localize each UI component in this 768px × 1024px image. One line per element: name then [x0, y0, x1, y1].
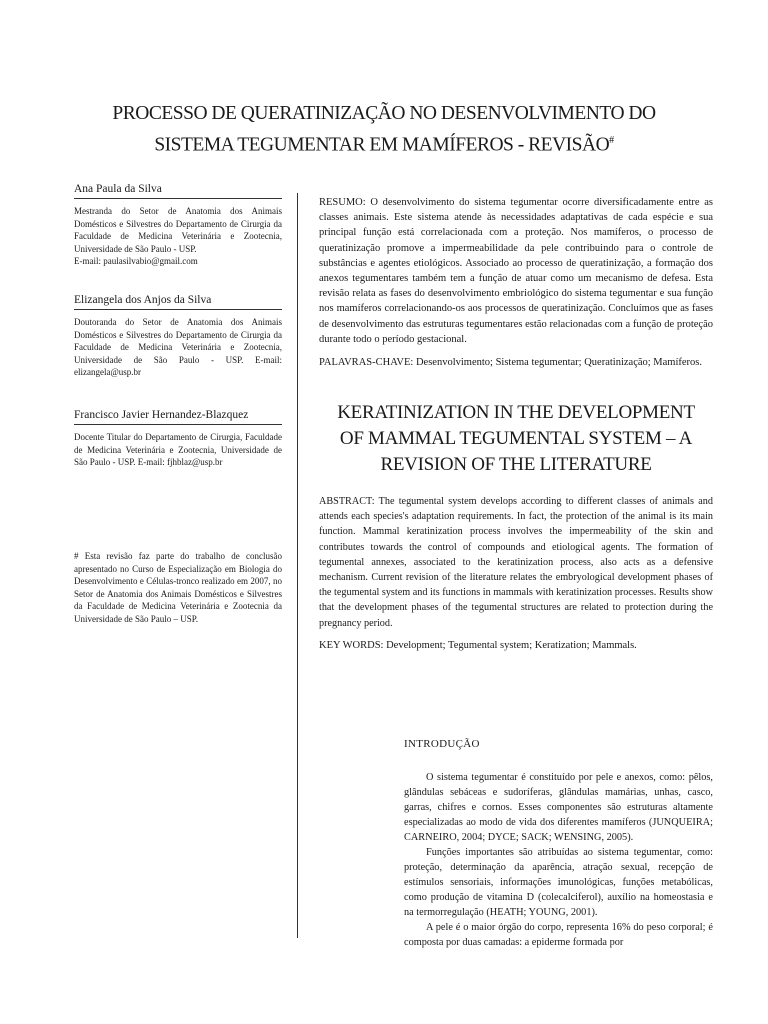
- palavras-chave: [319, 355, 713, 370]
- author-affiliation: [74, 205, 282, 268]
- affiliation-text: Docente Titular do Departamento de Cirurgia, Faculdade de Medicina Veterinária e Zootecnia, Universidade de São Paulo - USP. E-mail: fjhblaz@usp.br: [74, 432, 282, 467]
- affiliation-text: Doutoranda do Setor de Anatomia dos Animais Domésticos e Silvestres do Departamento de Cirurgia da Faculdade de Medicina Veterinária e Zootecnia, Universidade de São Paulo - USP. E-mail: elizangela@usp.br: [74, 317, 282, 377]
- footnote: # Esta revisão faz parte do trabalho de conclusão apresentado no Curso de Especialização em Biologia do Desenvolvimento e Células-tronco realizado em 2007, no Setor de Anatomia dos Animais Domésticos e Silvestres da Faculdade de Medicina Veterinária e Zootecnia da Universidade de São Paulo – USP.: [74, 551, 282, 624]
- en-title-line-2: OF MAMMAL TEGUMENTAL SYSTEM – A: [339, 428, 693, 449]
- author-block-3: [74, 409, 282, 469]
- author-name: Francisco Javier Hernandez-Blazquez: [74, 409, 282, 425]
- palavras-text: Desenvolvimento; Sistema tegumentar; Queratinização; Mamíferos.: [413, 357, 703, 368]
- body-paragraph: O sistema tegumentar é constituído por pele e anexos, como: pêlos, glândulas sebáceas e sudoríferas, glândulas mamárias, unhas, casco, garras, chifres e cornos. Esses componentes são estruturas altamente especializadas ao modo de vida dos diferentes mamíferos (JUNQUEIRA; CARNEIRO, 2004; DYCE; SACK; WENSING, 2005).: [404, 772, 713, 843]
- resumo-text: O desenvolvimento do sistema tegumentar ocorre diversificadamente entre as classes animais. Este sistema atende às necessidades adaptativas de cada espécie e sua principal função está correlacionada com a proteção. Nos mamíferos, o processo de queratinização promove a impermeabilidade da pele contribuindo para o controle de substâncias e agentes etiológicos. Associado ao processo de queratinização, a formação dos anexos tegumentares também tem a função de atuar como um mecanismo de defesa. Esta revisão relata as fases do desenvolvimento embriológico do sistema tegumentar e sua função nos mamíferos correlacionando-os aos processos de queratinização. Concluímos que as fases de desenvolvimento das estruturas tegumentares estão relacionadas com a função de proteção durante todo o período gestacional.: [319, 197, 713, 345]
- body-paragraph: A pele é o maior órgão do corpo, representa 16% do peso corporal; é composta por duas camadas: a epiderme formada por: [404, 922, 713, 948]
- section-heading-introducao: INTRODUÇÃO: [404, 738, 480, 750]
- introducao-body: [404, 770, 713, 950]
- en-title-line-3: REVISION OF THE LITERATURE: [380, 454, 652, 475]
- author-block-1: [74, 183, 282, 268]
- resumo-label: RESUMO:: [319, 197, 366, 208]
- author-affiliation: [74, 316, 282, 379]
- author-affiliation: [74, 431, 282, 469]
- abstract: [319, 494, 713, 631]
- keywords-text: Development; Tegumental system; Keratization; Mammals.: [383, 640, 637, 651]
- resumo: [319, 195, 713, 347]
- en-title-line-1: KERATINIZATION IN THE DEVELOPMENT: [337, 402, 695, 423]
- author-block-2: [74, 294, 282, 379]
- author-name: Ana Paula da Silva: [74, 183, 282, 199]
- article-title: [60, 100, 708, 159]
- column-divider: [297, 193, 298, 938]
- title-line-1: PROCESSO DE QUERATINIZAÇÃO NO DESENVOLVIMENTO DO: [112, 103, 656, 124]
- palavras-label: PALAVRAS-CHAVE:: [319, 357, 414, 368]
- author-email: E-mail: paulasilvabio@gmail.com: [74, 256, 198, 266]
- keywords: [319, 638, 713, 653]
- abstract-label: ABSTRACT:: [319, 496, 375, 507]
- title-footnote-mark: #: [609, 135, 614, 146]
- title-line-2: [60, 127, 708, 159]
- title-line-2-text: SISTEMA TEGUMENTAR EM MAMÍFEROS - REVISÃO: [154, 134, 610, 156]
- author-name: Elizangela dos Anjos da Silva: [74, 294, 282, 310]
- english-title: [319, 400, 713, 478]
- body-paragraph: Funções importantes são atribuídas ao sistema tegumentar, como: proteção, determinação da aparência, atração sexual, recepção de estímulos sensoriais, informações imunológicas, funções metabólicas, como produção de vitamina D (colecalciferol), auxílio na homeostasia e na termorregulação (HEATH; YOUNG, 2001).: [404, 847, 713, 918]
- abstract-text: The tegumental system develops according to different classes of animals and attends each species's adaptation requirements. In fact, the protection of the animal is its main function. Mammal keratinization process involves the impermeability of the skin and contributes towards the control of compounds and etiological agents. The formation of tegumental annexes, associated to the keratinization process, also acts as a defensive mechanism. Current revision of the literature relates the embryological development phases of the tegumental system and its functions in mammals with keratinization processes. Results show that the development phases of the tegumental structures are related to protection during the pregnancy period.: [319, 496, 713, 629]
- affiliation-text: Mestranda do Setor de Anatomia dos Animais Domésticos e Silvestres do Departamento de Cirurgia da Faculdade de Medicina Veterinária e Zootecnia, Universidade de São Paulo - USP.: [74, 206, 282, 254]
- keywords-label: KEY WORDS:: [319, 640, 384, 651]
